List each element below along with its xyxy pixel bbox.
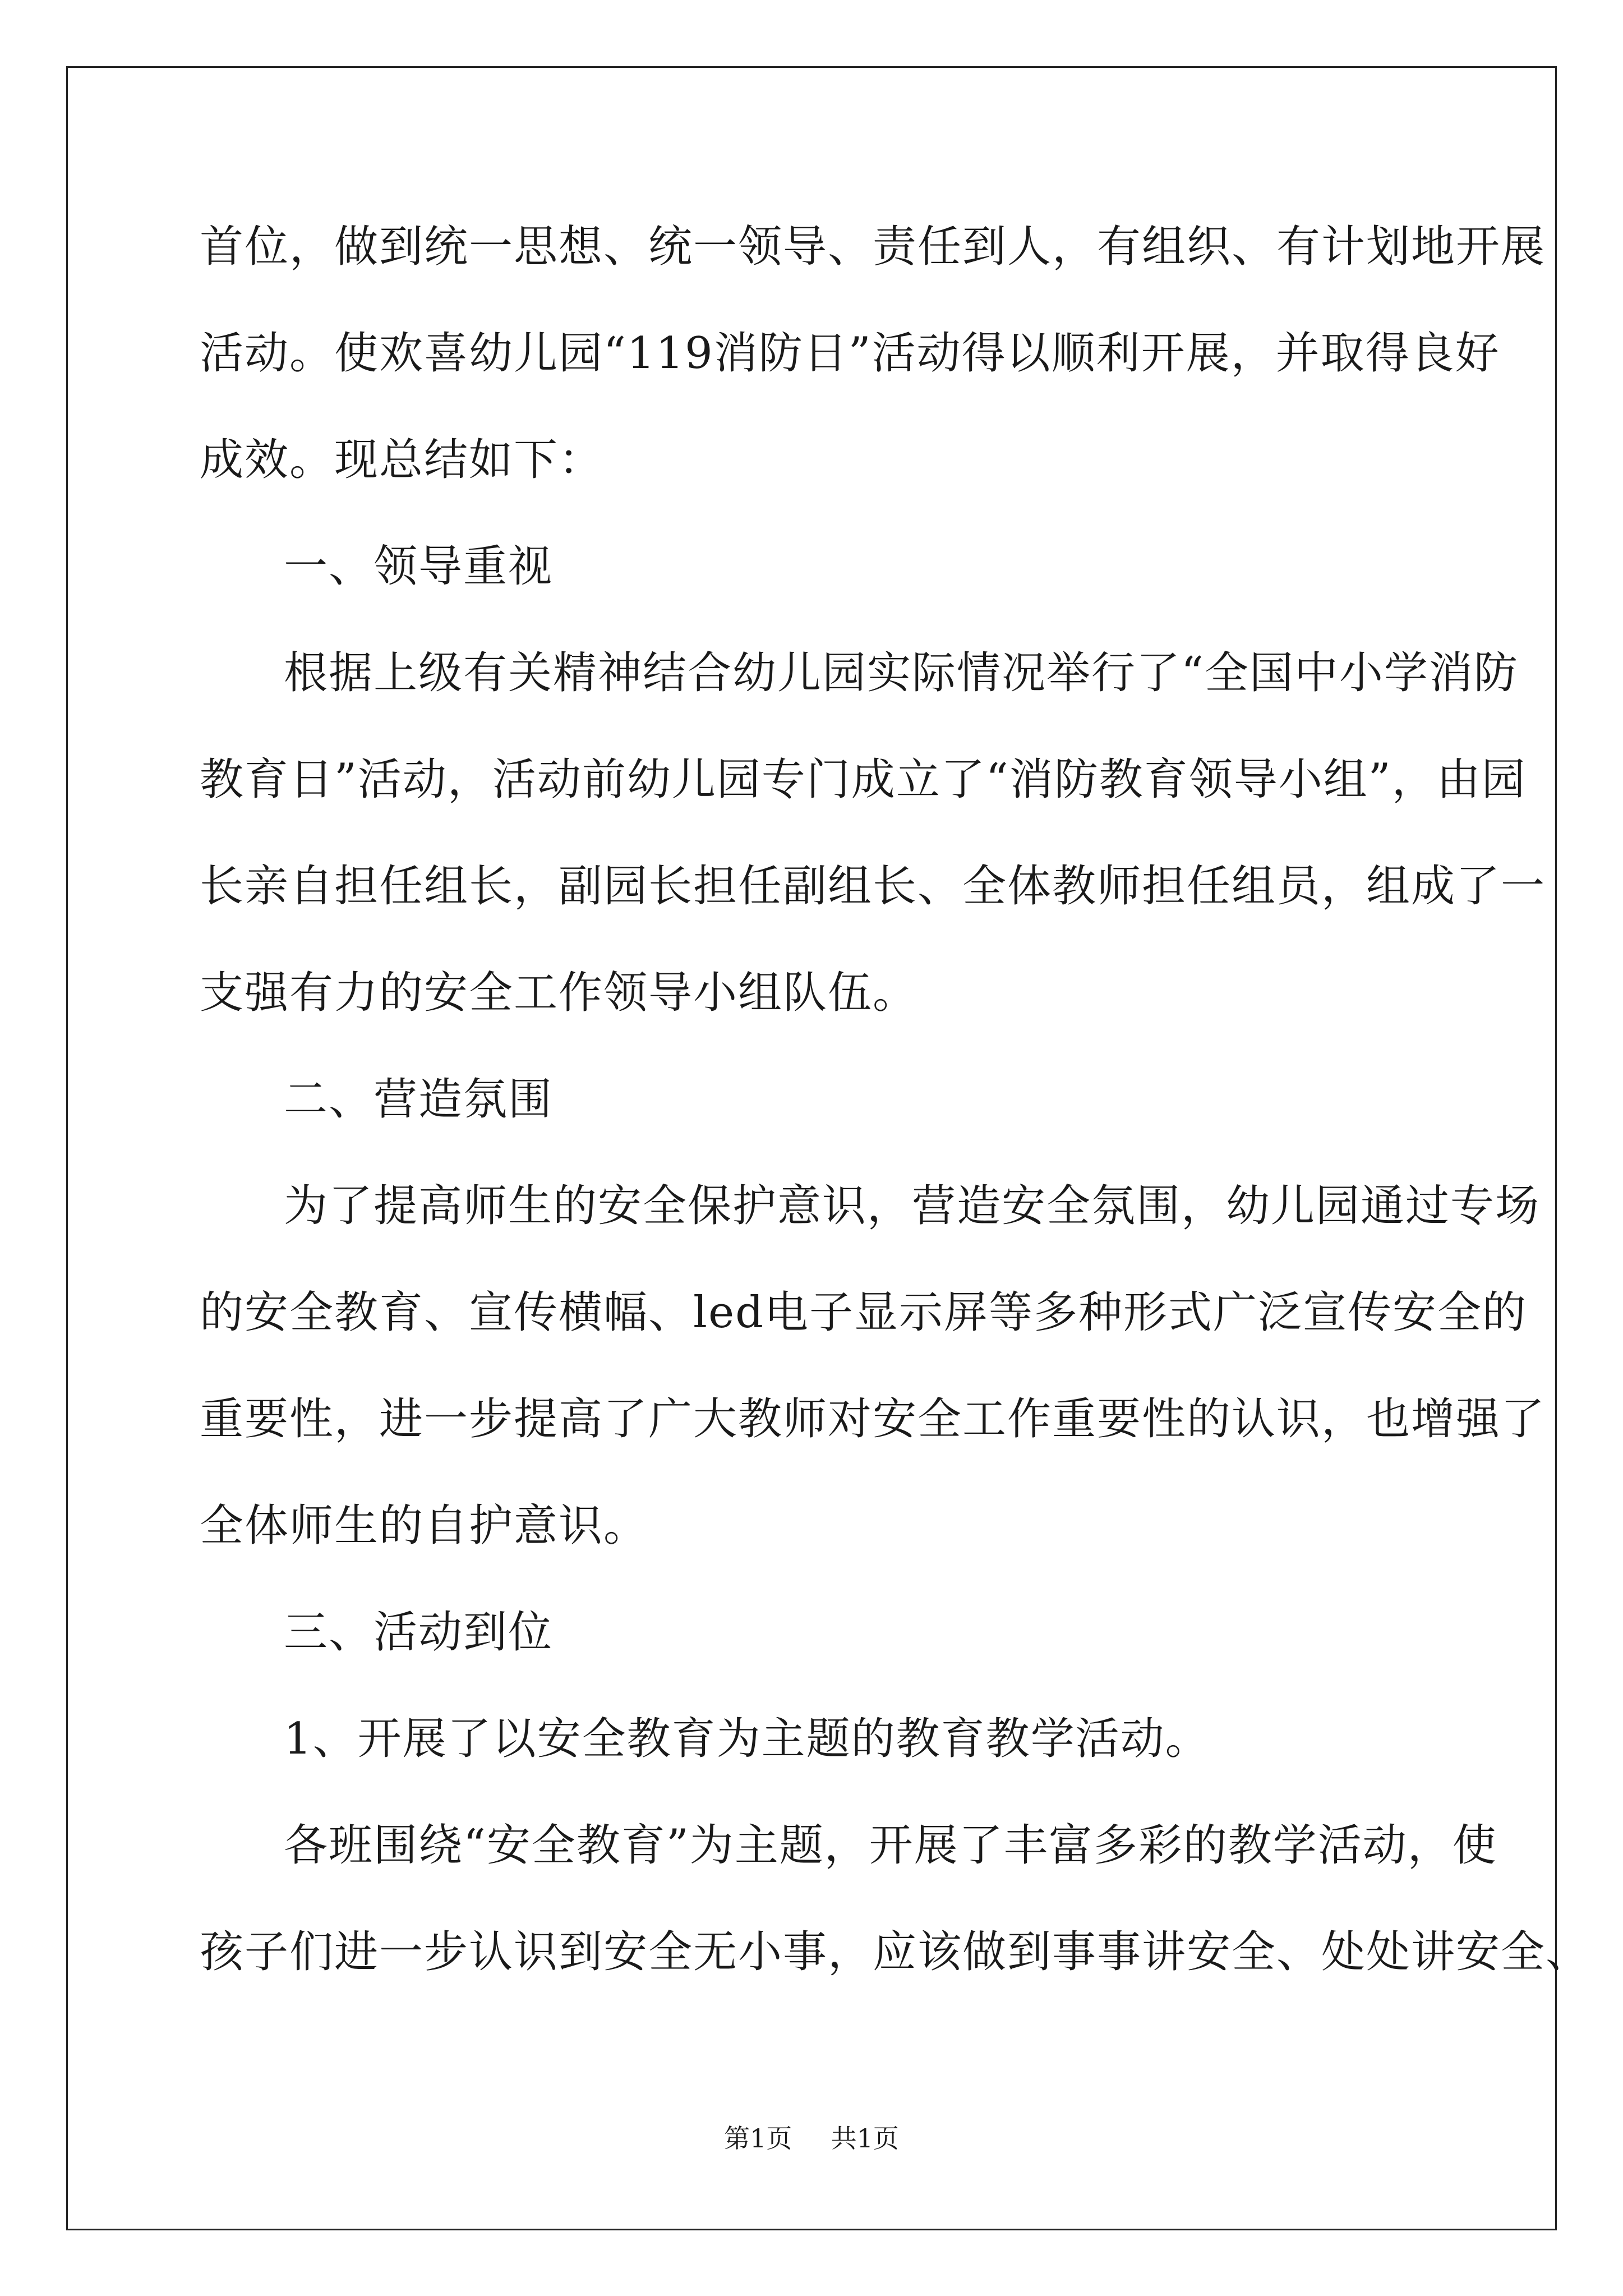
document-body: [200, 213, 1591, 2025]
text-line: 全体师生的自护意识。: [200, 1501, 649, 1551]
text-line: 为了提高师生的安全保护意识，营造安全氛围，幼儿园通过专场: [284, 1181, 1541, 1231]
text-line: 孩子们进一步认识到安全无小事，应该做到事事讲安全、处处讲安全、: [200, 1927, 1591, 1977]
text-line: 根据上级有关精神结合幼儿园实际情况举行了“全国中小学消防: [284, 648, 1519, 698]
section-heading: 二、营造氛围: [284, 1074, 554, 1125]
section-heading: 三、活动到位: [284, 1607, 554, 1658]
text-line: 重要性，进一步提高了广大教师对安全工作重要性的认识，也增强了: [200, 1394, 1546, 1444]
page-footer: [0, 2122, 1623, 2155]
page-number: 第1页: [724, 2123, 792, 2154]
subsection-heading: 1、开展了以安全教育为主题的教育教学活动。: [284, 1714, 1210, 1764]
text-line: 支强有力的安全工作领导小组队伍。: [200, 968, 918, 1018]
text-line: 长亲自担任组长，副园长担任副组长、全体教师担任组员，组成了一: [200, 861, 1546, 912]
page-total: 共1页: [831, 2123, 899, 2154]
text-line: 的安全教育、宣传横幅、led电子显示屏等多种形式广泛宣传安全的: [200, 1287, 1528, 1338]
text-line: 成效。现总结如下：: [200, 435, 604, 485]
section-heading: 一、领导重视: [284, 541, 554, 592]
text-line: 首位，做到统一思想、统一领导、责任到人，有组织、有计划地开展: [200, 222, 1546, 272]
text-line: 活动。使欢喜幼儿园“119消防日”活动得以顺利开展，并取得良好: [200, 328, 1500, 379]
text-line: 教育日”活动，活动前幼儿园专门成立了“消防教育领导小组”，由园: [200, 754, 1527, 805]
text-line: 各班围绕“安全教育”为主题，开展了丰富多彩的教学活动，使: [284, 1820, 1497, 1871]
